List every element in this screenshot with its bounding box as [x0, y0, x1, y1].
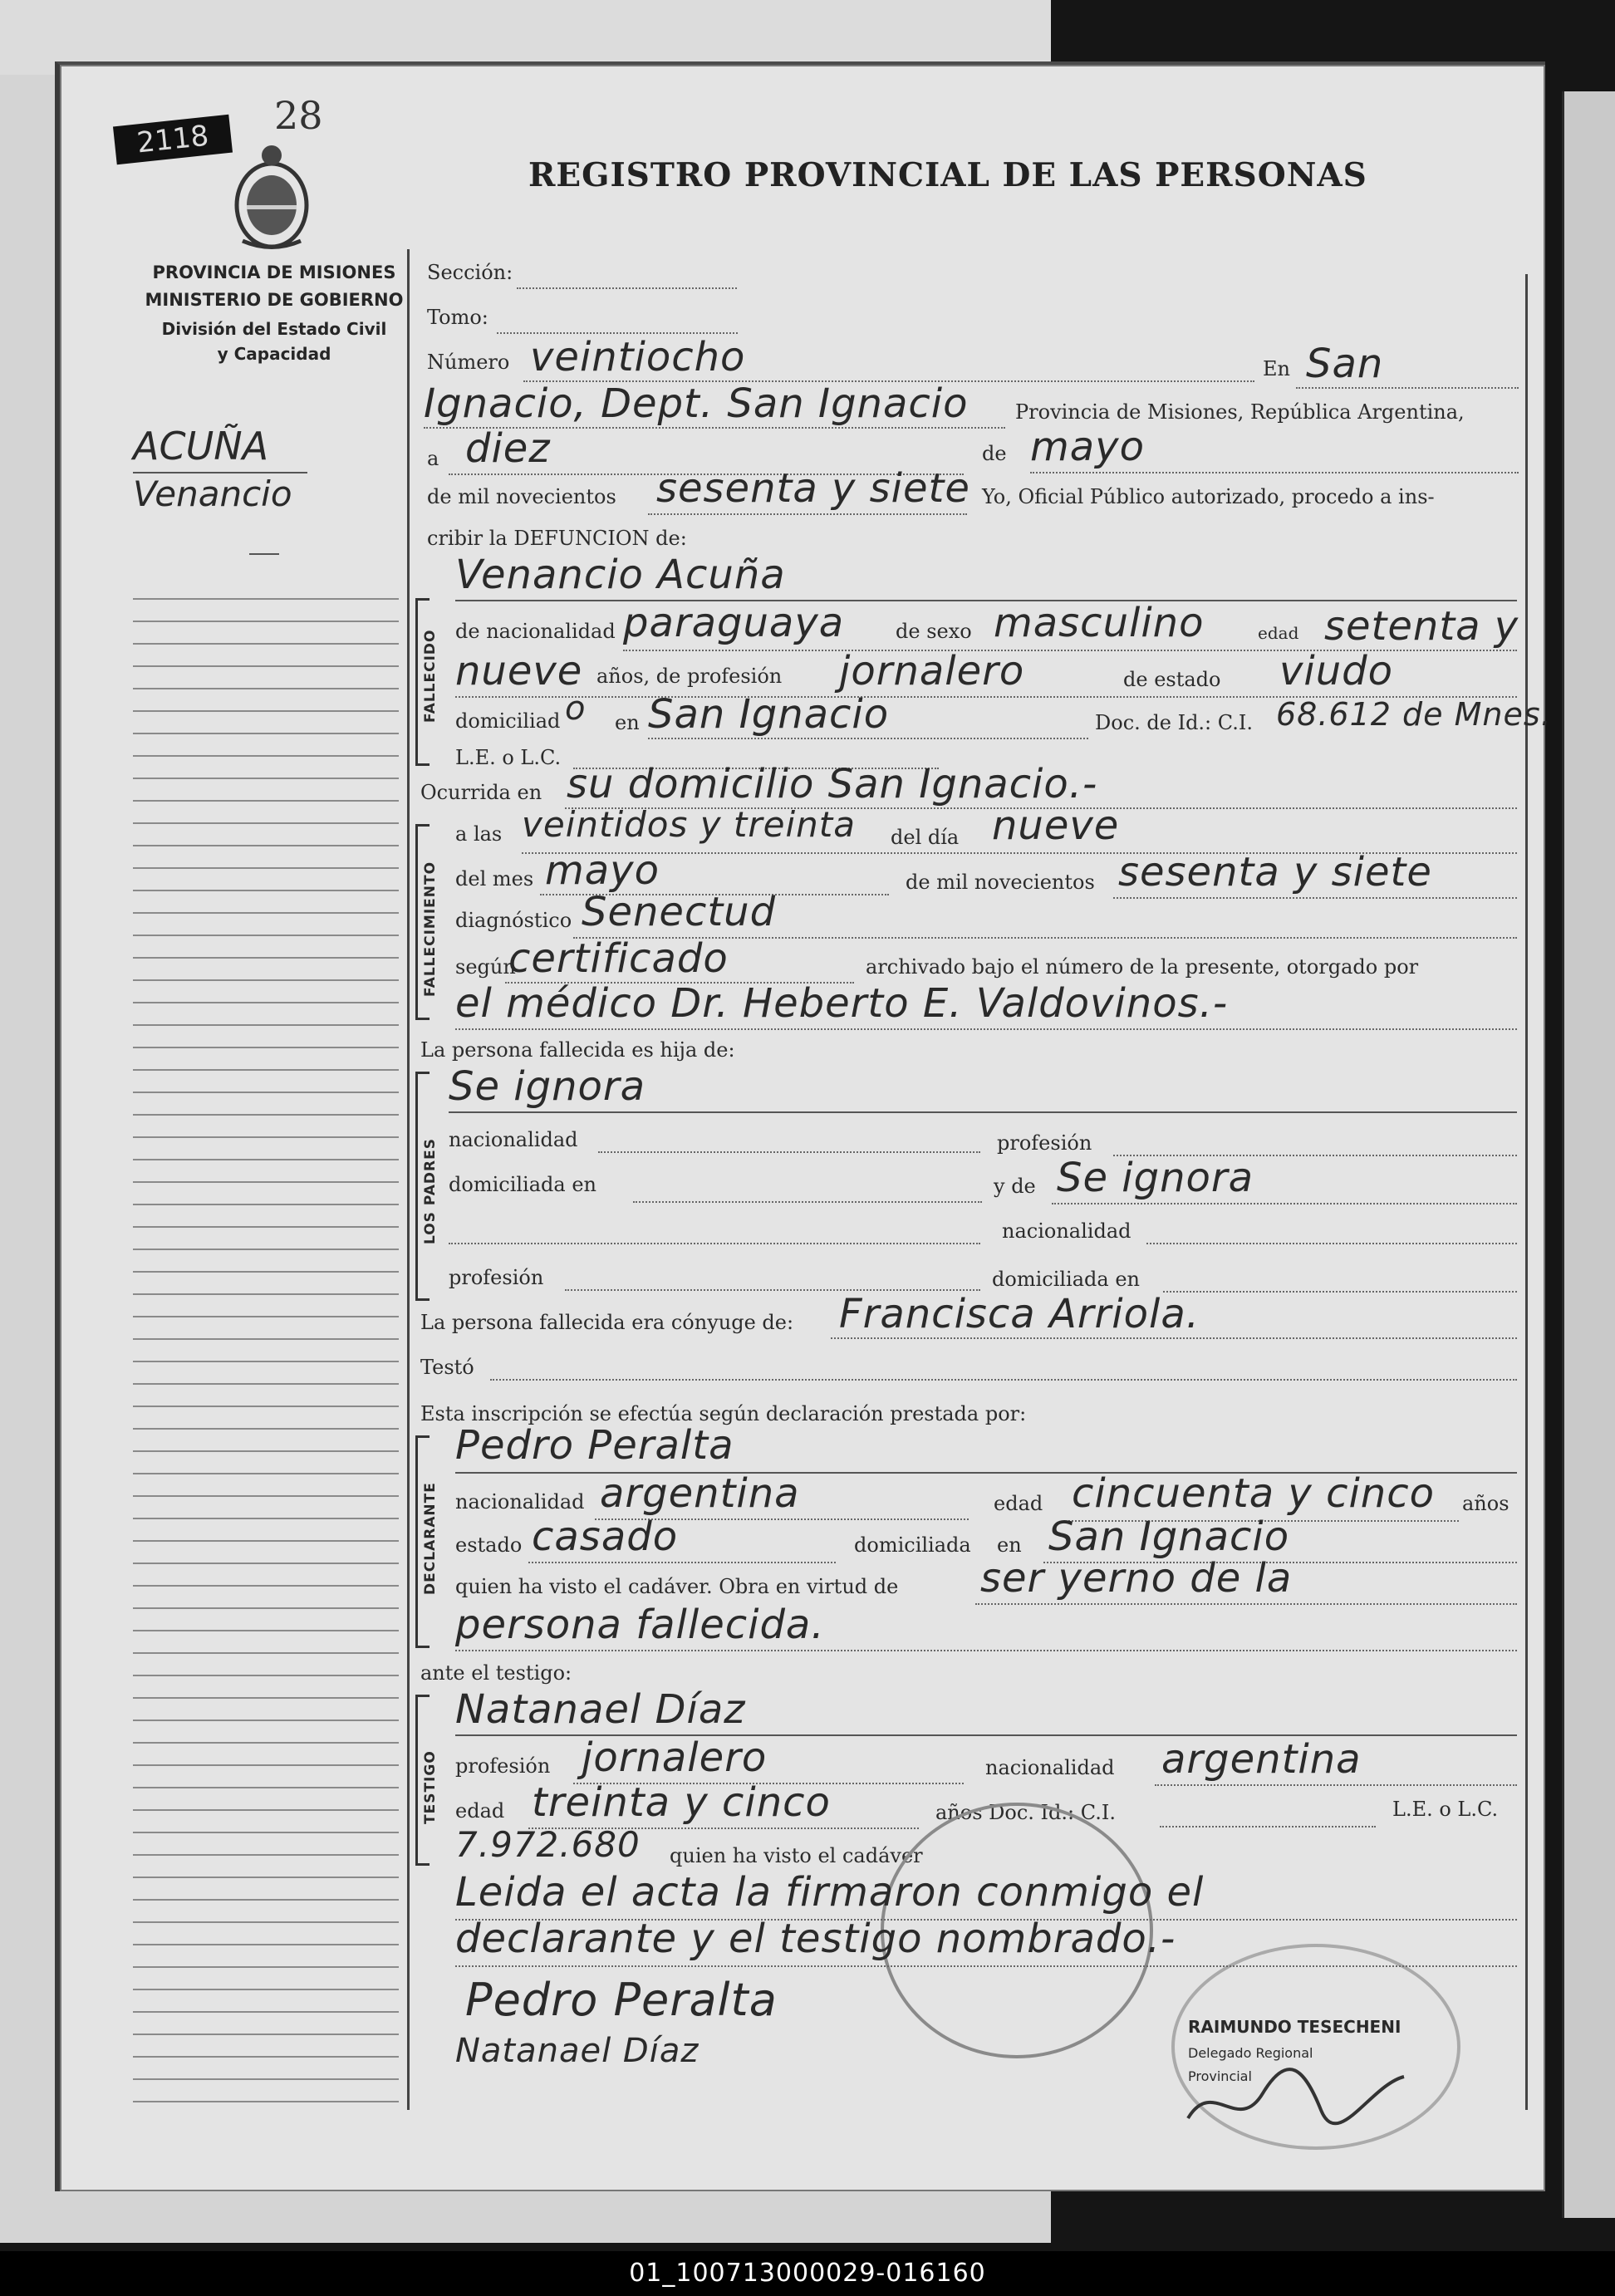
- margin-rule-line: [133, 778, 399, 779]
- year-label: de mil novecientos: [427, 485, 616, 508]
- margin-rule-line: [133, 1361, 399, 1362]
- declarante-estado-label: estado: [455, 1533, 523, 1557]
- margin-rule-line: [133, 1585, 399, 1587]
- segun-value: certificado: [508, 935, 729, 982]
- place-value: Ignacio, Dept. San Ignacio: [424, 380, 969, 427]
- margin-rule-line: [133, 1316, 399, 1317]
- institution-line-4: y Capacidad: [217, 344, 331, 364]
- hora-value: veintidos y treinta: [522, 804, 856, 845]
- margin-rule-line: [133, 890, 399, 891]
- month-line: [1030, 472, 1519, 473]
- margin-rule-line: [133, 1047, 399, 1048]
- anio-value: sesenta y siete: [1118, 849, 1432, 895]
- margin-rule-line: [133, 1024, 399, 1026]
- padre-value: Se ignora: [449, 1063, 646, 1110]
- testigo-signature: Natanael Díaz: [455, 2032, 700, 2070]
- de-label: de: [982, 442, 1007, 465]
- fallecido-domicilio-o: o: [565, 689, 587, 728]
- conyuge-value: Francisca Arriola.: [839, 1291, 1200, 1337]
- margin-rule-line: [133, 2078, 399, 2080]
- diagnostico-label: diagnóstico: [455, 909, 572, 932]
- margin-rule-line: [133, 1406, 399, 1407]
- declarante-section-label: DECLARANTE: [422, 1482, 439, 1595]
- declarante-domiciliada-label: domiciliada: [854, 1533, 971, 1557]
- testigo-profesion-value: jornalero: [582, 1734, 768, 1781]
- fallecido-en-label: en: [615, 711, 640, 734]
- padres-nacionalidad-label: nacionalidad: [449, 1128, 578, 1151]
- declarante-edad-value: cincuenta y cinco: [1072, 1470, 1435, 1517]
- margin-rule-line: [133, 1921, 399, 1923]
- fallecimiento-section-label: FALLECIMIENTO: [422, 861, 439, 997]
- declarante-domicilio-value: San Ignacio: [1048, 1513, 1290, 1560]
- numero-label: Número: [427, 351, 510, 374]
- padres-nacionalidad2-label: nacionalidad: [1002, 1219, 1131, 1243]
- conyuge-line: [831, 1337, 1517, 1339]
- fallecido-doc-value: 68.612 de Mnes.: [1276, 696, 1552, 733]
- seccion-line: [517, 287, 737, 289]
- margin-rule-line: [133, 979, 399, 981]
- diagnostico-value: Senectud: [582, 889, 777, 935]
- ocurrida-value: su domicilio San Ignacio.-: [567, 761, 1098, 807]
- fallecido-section-label: FALLECIDO: [422, 629, 439, 723]
- margin-rule-line: [133, 1854, 399, 1856]
- testigo-quien-text: quien ha visto el cadáver: [670, 1844, 923, 1867]
- background-sheet-right: [1562, 91, 1615, 2218]
- year-value: sesenta y siete: [656, 465, 970, 512]
- conyuge-label: La persona fallecida era cónyuge de:: [420, 1311, 794, 1334]
- margin-rule-line: [133, 1069, 399, 1071]
- fallecido-edad-value-2: nueve: [455, 648, 583, 694]
- margin-rule-line: [133, 1720, 399, 1721]
- margin-rule-line: [133, 1764, 399, 1766]
- fallecido-domicilio-value: San Ignacio: [648, 691, 890, 738]
- margin-rule-line: [133, 1271, 399, 1273]
- margin-rule-line: [133, 1428, 399, 1430]
- testigo-le-label: L.E. o L.C.: [1392, 1798, 1499, 1821]
- padres-domiciliada-label: domiciliada en: [449, 1173, 596, 1196]
- declarante-virtud-line-2: [455, 1650, 1517, 1651]
- margin-rule-line: [133, 2056, 399, 2058]
- margin-rule-line: [133, 935, 399, 936]
- margin-rule-line: [133, 1181, 399, 1183]
- inscribir-text: cribir la DEFUNCION de:: [427, 527, 687, 550]
- right-border: [1525, 274, 1528, 2110]
- madre-value: Se ignora: [1057, 1155, 1254, 1201]
- padres-intro: La persona fallecida es hija de:: [420, 1038, 735, 1062]
- margin-rule-line: [133, 688, 399, 689]
- closing-line-2-rule: [455, 1965, 1517, 1967]
- fallecido-name-line: [455, 600, 1517, 601]
- padres-blank-line: [449, 1243, 980, 1244]
- padres-nacionalidad-line: [598, 1151, 980, 1153]
- margin-dash: [249, 553, 279, 555]
- testigo-edad-label: edad: [455, 1799, 505, 1823]
- del-dia-label: del día: [891, 826, 960, 849]
- margin-rule-line: [133, 1293, 399, 1295]
- margin-rule-line: [133, 867, 399, 869]
- margin-rule-line: [133, 800, 399, 802]
- fallecido-edad-label: edad: [1258, 623, 1299, 643]
- institution-line-2: MINISTERIO DE GOBIERNO: [145, 290, 404, 310]
- province-text: Provincia de Misiones, República Argentina,: [1015, 400, 1465, 424]
- margin-rule-line: [133, 1899, 399, 1901]
- testo-line: [490, 1379, 1517, 1381]
- margin-surname: ACUÑA: [133, 424, 269, 469]
- medico-line: [455, 1028, 1517, 1030]
- del-mes-label: del mes: [455, 867, 534, 890]
- margin-rule-line: [133, 1966, 399, 1968]
- a-las-label: a las: [455, 822, 503, 846]
- stamp-line-3: Provincial: [1188, 2068, 1252, 2084]
- margin-rule-line: [133, 912, 399, 914]
- testigo-nacionalidad-line: [1155, 1784, 1517, 1786]
- margin-rule-line: [133, 1989, 399, 1990]
- margin-rule-line: [133, 845, 399, 846]
- declarante-estado-line: [528, 1562, 836, 1563]
- margin-rule-line: [133, 1338, 399, 1340]
- declarante-anos-label: años: [1462, 1492, 1509, 1515]
- margin-rule-line: [133, 1787, 399, 1788]
- padres-profesion-label: profesión: [997, 1131, 1092, 1155]
- fallecido-sexo-label: de sexo: [896, 620, 972, 643]
- testigo-ci-value: 7.972.680: [455, 1824, 641, 1865]
- declarante-estado-value: casado: [532, 1513, 679, 1560]
- fallecido-edad-value: setenta y: [1324, 603, 1519, 650]
- margin-rule-line: [133, 733, 399, 734]
- padres-domiciliada-line: [633, 1201, 982, 1203]
- madre-line: [1052, 1203, 1517, 1204]
- margin-rule-line: [133, 1944, 399, 1945]
- margin-rule-line: [133, 1809, 399, 1811]
- archivado-text: archivado bajo el número de la presente, otorgado por: [866, 955, 1419, 979]
- margin-rule-line: [133, 1877, 399, 1878]
- en-line: [1296, 387, 1519, 389]
- anio-label: de mil novecientos: [906, 871, 1095, 894]
- fallecido-name-value: Venancio Acuña: [455, 552, 786, 598]
- padre-line: [449, 1111, 1517, 1113]
- month-value: mayo: [1030, 424, 1145, 470]
- margin-rule-line: [133, 1675, 399, 1676]
- margin-rule-line: [133, 1136, 399, 1138]
- padres-section-label: LOS PADRES: [422, 1138, 439, 1244]
- margin-rule-line: [133, 1495, 399, 1497]
- testigo-anos-doc-label: años Doc. Id.: C.I.: [935, 1801, 1116, 1824]
- testigo-name-value: Natanael Díaz: [455, 1686, 746, 1733]
- margin-rule-line: [133, 2101, 399, 2102]
- margin-rule-line: [133, 2011, 399, 2013]
- fallecido-estado-value: viudo: [1279, 648, 1393, 694]
- declarante-quien-text: quien ha visto el cadáver. Obra en virtud de: [455, 1575, 899, 1598]
- margin-rule-line: [133, 1473, 399, 1474]
- segun-label: según: [455, 955, 516, 979]
- declarante-virtud-line: [975, 1603, 1517, 1605]
- margin-rule-line: [133, 1249, 399, 1250]
- margin-rule-line: [133, 1002, 399, 1003]
- margin-rule-line: [133, 2034, 399, 2035]
- declarante-virtud-value-2: persona fallecida.: [455, 1602, 825, 1648]
- fallecido-anos-label: años, de profesión: [596, 665, 783, 688]
- margin-rule-line: [133, 1204, 399, 1205]
- medico-value: el médico Dr. Heberto E. Valdovinos.-: [455, 980, 1229, 1027]
- anio-line: [1113, 897, 1517, 899]
- margin-rule-line: [133, 755, 399, 757]
- margin-rule-line: [133, 957, 399, 959]
- margin-rule-line: [133, 1540, 399, 1542]
- margin-given-name: Venancio: [133, 473, 292, 514]
- margin-rule-line: [133, 1114, 399, 1116]
- seccion-label: Sección:: [427, 261, 513, 284]
- margin-rule-line: [133, 1092, 399, 1093]
- mes-value: mayo: [545, 847, 660, 894]
- testigo-nacionalidad-value: argentina: [1161, 1736, 1362, 1783]
- margin-rule-line: [133, 1832, 399, 1833]
- margin-divider: [407, 249, 410, 2110]
- margin-rule-line: [133, 710, 399, 712]
- margin-rule-line: [133, 665, 399, 667]
- padres-domiciliada2-label: domiciliada en: [992, 1268, 1140, 1291]
- page-number: 28: [274, 93, 323, 138]
- fallecido-doc-label: Doc. de Id.: C.I.: [1095, 711, 1254, 734]
- margin-rule-line: [133, 1383, 399, 1385]
- fallecido-sexo-value: masculino: [994, 600, 1205, 646]
- margin-rule-line: [133, 621, 399, 622]
- closing-line-1: Leida el acta la firmaron conmigo el: [455, 1869, 1205, 1916]
- fallecido-domicilio-label: domiciliad: [455, 709, 561, 733]
- fallecido-nacionalidad-label: de nacionalidad: [455, 620, 616, 643]
- testigo-ci-line: [1160, 1826, 1376, 1827]
- margin-rule-line: [133, 1518, 399, 1519]
- declarante-name-value: Pedro Peralta: [455, 1422, 734, 1469]
- margin-rule-line: [133, 1607, 399, 1609]
- declarante-nacionalidad-label: nacionalidad: [455, 1490, 585, 1513]
- declarante-signature: Pedro Peralta: [465, 1974, 778, 2026]
- padres-y-de-label: y de: [994, 1175, 1036, 1198]
- margin-rule-line: [133, 598, 399, 600]
- margin-rule-line: [133, 1159, 399, 1160]
- fallecido-domicilio-line: [648, 738, 1088, 739]
- margin-rule-line: [133, 1652, 399, 1654]
- declarante-virtud-value: ser yerno de la: [980, 1555, 1293, 1602]
- testo-label: Testó: [420, 1356, 474, 1379]
- day-value: diez: [465, 425, 551, 472]
- margin-rule-line: [133, 1226, 399, 1228]
- testigo-nacionalidad-label: nacionalidad: [985, 1756, 1115, 1779]
- testigo-section-label: TESTIGO: [422, 1750, 439, 1824]
- padres-nacionalidad2-line: [1146, 1243, 1517, 1244]
- closing-line-2: declarante y el testigo nombrado.-: [455, 1916, 1176, 1962]
- institution-line-1: PROVINCIA DE MISIONES: [152, 262, 396, 282]
- tomo-label: Tomo:: [427, 306, 488, 329]
- declarante-edad-label: edad: [994, 1492, 1043, 1515]
- coat-of-arms-icon: [226, 137, 317, 253]
- declarante-nacionalidad-value: argentina: [600, 1470, 800, 1517]
- declarante-en-label: en: [997, 1533, 1022, 1557]
- page-title: REGISTRO PROVINCIAL DE LAS PERSONAS: [528, 156, 1367, 194]
- margin-rule-line: [133, 643, 399, 645]
- dia-value: nueve: [992, 802, 1120, 849]
- testigo-edad-value: treinta y cinco: [532, 1779, 831, 1826]
- ocurrida-label: Ocurrida en: [420, 781, 542, 804]
- stamp-name: RAIMUNDO TESECHENI: [1188, 2017, 1401, 2037]
- institution-line-3: División del Estado Civil: [161, 319, 387, 339]
- official-signature-icon: [1180, 2043, 1412, 2143]
- en-label: En: [1263, 357, 1290, 380]
- en-value: San: [1306, 341, 1384, 387]
- numero-value: veintiocho: [530, 334, 746, 380]
- padres-domiciliada2-line: [1163, 1291, 1517, 1293]
- margin-rule-line: [133, 1630, 399, 1631]
- margin-rule-line: [133, 1563, 399, 1564]
- stamp-line-2: Delegado Regional: [1188, 2045, 1313, 2061]
- testigo-profesion-label: profesión: [455, 1754, 551, 1778]
- a-label: a: [427, 447, 439, 470]
- testigo-intro: ante el testigo:: [420, 1661, 572, 1685]
- oficial-text: Yo, Oficial Público autorizado, procedo a ins-: [982, 485, 1435, 508]
- margin-rule-line: [133, 1450, 399, 1452]
- image-id: 01_100713000029-016160: [629, 2259, 986, 2288]
- fallecido-nacionalidad-value: paraguaya: [623, 600, 845, 646]
- margin-rule-line: [133, 1742, 399, 1744]
- margin-rule-line: [133, 1697, 399, 1699]
- declarante-intro: Esta inscripción se efectúa según declaración prestada por:: [420, 1402, 1027, 1425]
- padres-profesion2-label: profesión: [449, 1266, 544, 1289]
- folio-label: 2118: [113, 115, 233, 164]
- fallecido-le-label: L.E. o L.C.: [455, 746, 562, 769]
- margin-rule-line: [133, 822, 399, 824]
- fallecido-profesion-value: jornalero: [839, 648, 1025, 694]
- fallecido-estado-label: de estado: [1123, 668, 1221, 691]
- year-line: [648, 513, 967, 515]
